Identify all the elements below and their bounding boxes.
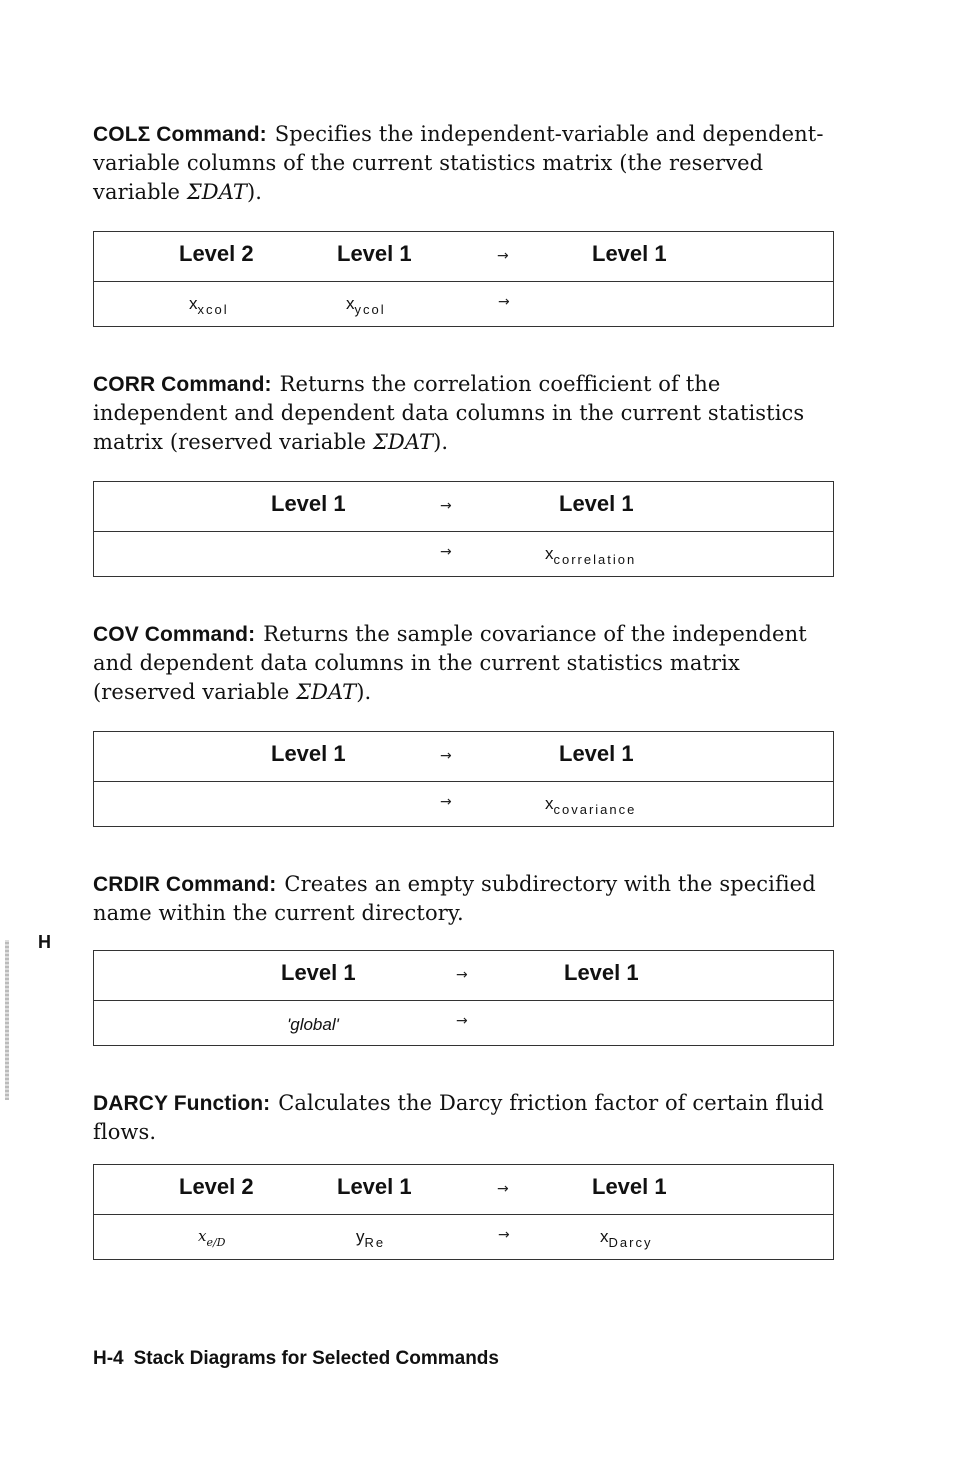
description-text: Returns the sample covariance of the independent and dependent data columns in the current statistics matrix (reserved variable — [93, 622, 807, 704]
value-y-re: $y_{Re}$ — [356, 1227, 386, 1250]
command-name: COV Command: — [93, 623, 256, 646]
row-arrow: → — [440, 794, 452, 810]
entry-crdir — [93, 870, 835, 928]
stack-diagram-crdir — [93, 950, 834, 1046]
header-arrow: → — [497, 248, 509, 264]
page-footer — [93, 1348, 499, 1370]
stack-row — [94, 1000, 833, 1045]
row-arrow: → — [440, 544, 452, 560]
entry-description — [93, 870, 835, 928]
stack-row — [94, 781, 833, 826]
command-name: CORR Command: — [93, 373, 272, 396]
value-x-e-over-d: $x_{e/D}$ — [198, 1227, 226, 1249]
header-arrow: → — [497, 1181, 509, 1197]
header-level-1-input: Level 1 — [337, 1174, 412, 1199]
entry-cov — [93, 620, 835, 707]
value-x-darcy: $x_{Darcy}$ — [600, 1227, 653, 1250]
header-level-1-input: Level 1 — [271, 491, 346, 516]
page-number: H-4 — [93, 1348, 124, 1369]
entry-description — [93, 120, 835, 207]
header-level-1-input: Level 1 — [271, 741, 346, 766]
command-name: COLΣ Command: — [93, 123, 267, 146]
stack-row — [94, 1214, 833, 1259]
description-end: ). — [433, 430, 449, 454]
description-end: ). — [246, 180, 263, 204]
stack-diagram-corr — [93, 481, 834, 577]
stack-header — [94, 232, 833, 282]
header-arrow: → — [440, 498, 452, 514]
header-level-1-output: Level 1 — [559, 741, 634, 766]
value-ycol: $x_{ycol}$ — [346, 294, 386, 317]
header-level-1-output: Level 1 — [564, 960, 639, 985]
stack-row — [94, 281, 833, 326]
description-text: Returns the correlation coefficient of the independent and dependent data columns in the current statistics matrix (reserved variable — [93, 372, 805, 454]
header-level-1-output: Level 1 — [592, 1174, 667, 1199]
stack-diagram-darcy — [93, 1164, 834, 1260]
header-level-1-output: Level 1 — [559, 491, 634, 516]
entry-colsigma — [93, 120, 835, 207]
header-level-2: Level 2 — [179, 1174, 254, 1199]
header-level-1-input: Level 1 — [281, 960, 356, 985]
row-arrow: → — [498, 294, 510, 310]
variable-name: ΣDAT — [372, 430, 434, 454]
value-global-name: 'global' — [287, 1015, 339, 1034]
header-level-1-output: Level 1 — [592, 241, 667, 266]
stack-diagram-cov — [93, 731, 834, 827]
entry-corr — [93, 370, 835, 457]
value-xcol: $x_{xcol}$ — [189, 294, 229, 317]
header-arrow: → — [456, 967, 468, 983]
row-arrow: → — [456, 1013, 468, 1029]
section-letter-tab: H — [38, 932, 51, 952]
description-end: ). — [356, 680, 372, 704]
stack-header — [94, 951, 833, 1001]
description-text: Calculates the Darcy friction factor of certain fluid flows. — [93, 1091, 824, 1144]
entry-description — [93, 1089, 835, 1147]
stack-header — [94, 1165, 833, 1215]
value-x-correlation: $x_{correlation}$ — [545, 544, 637, 567]
variable-name: ΣDAT — [186, 180, 247, 204]
command-name: DARCY Function: — [93, 1092, 271, 1115]
value-x-covariance: $x_{covariance}$ — [545, 794, 637, 817]
stack-header — [94, 732, 833, 782]
stack-header — [94, 482, 833, 532]
header-level-1-input: Level 1 — [337, 241, 412, 266]
header-arrow: → — [440, 748, 452, 764]
page-edge-strip — [5, 940, 9, 1100]
description-text: Specifies the independent-variable and dependent-variable columns of the current statistics matrix (the reserved variable — [93, 122, 824, 204]
variable-name: ΣDAT — [296, 680, 357, 704]
entry-description — [93, 620, 835, 707]
header-level-2: Level 2 — [179, 241, 254, 266]
footer-title: Stack Diagrams for Selected Commands — [133, 1348, 499, 1369]
row-arrow: → — [498, 1227, 510, 1243]
stack-diagram-colsigma — [93, 231, 834, 327]
command-name: CRDIR Command: — [93, 873, 277, 896]
stack-row — [94, 531, 833, 576]
entry-description — [93, 370, 835, 457]
description-text: Creates an empty subdirectory with the specified name within the current directory. — [93, 872, 816, 925]
entry-darcy — [93, 1089, 835, 1147]
